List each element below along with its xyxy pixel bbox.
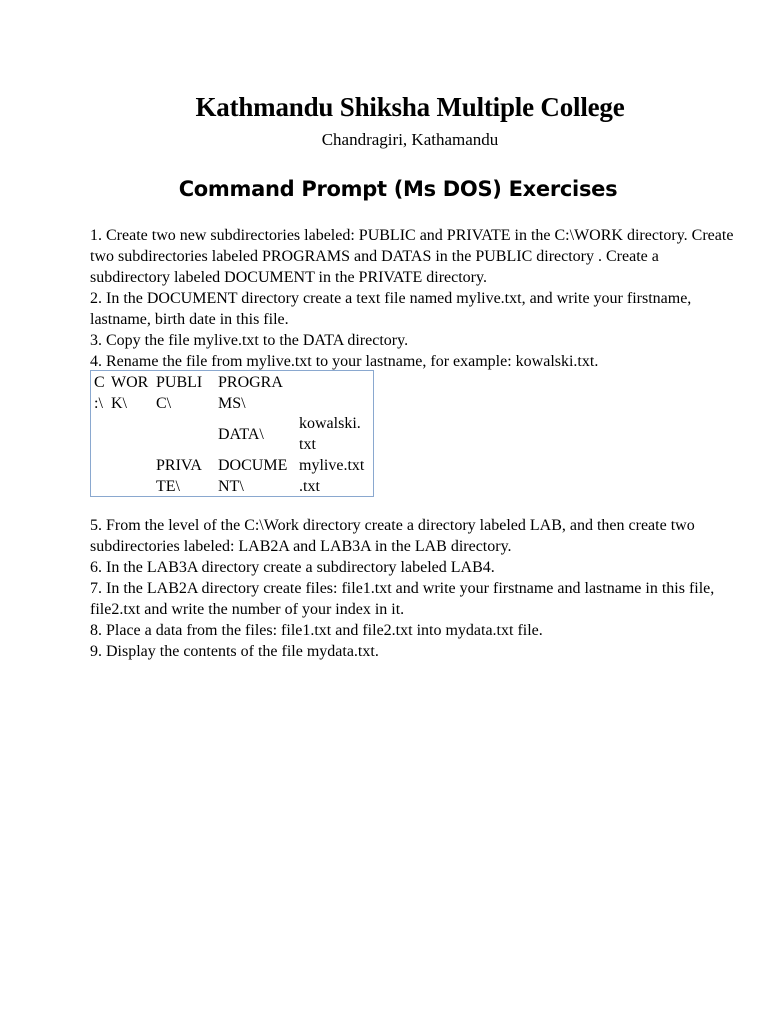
exercise-item: 7. In the LAB2A directory create files: file1.txt and write your firstname and lastname in this file, file2.txt and write the number of your index in it. — [90, 580, 715, 618]
table-cell-programs: PROGRA — [218, 374, 283, 391]
table-cell-kowalski: kowalski. — [299, 415, 361, 432]
table-cell-work: K\ — [111, 395, 127, 412]
exercise-item: 5. From the level of the C:\Work directory create a directory labeled LAB, and then create two subdirectories labeled: LAB2A and LAB3A in the LAB directory. — [90, 517, 695, 555]
exercise-item: 2. In the DOCUMENT directory create a text file named mylive.txt, and write your firstname, lastname, birth date in this file. — [90, 290, 692, 328]
college-location: Chandragiri, Kathamandu — [321, 130, 499, 149]
table-cell-private: TE\ — [156, 478, 180, 495]
table-cell-document: NT\ — [218, 478, 244, 495]
table-cell-public: C\ — [156, 395, 172, 412]
table-cell-mylive: .txt — [299, 478, 320, 495]
exercise-list-part-1 — [90, 225, 740, 372]
exercise-list-part-2 — [90, 515, 740, 662]
table-cell-kowalski: txt — [299, 436, 316, 453]
table-cell-programs: MS\ — [218, 395, 246, 412]
exercise-item: 9. Display the contents of the file mydata.txt. — [90, 643, 379, 660]
table-cell-root: C — [94, 374, 105, 391]
exercise-item: 1. Create two new subdirectories labeled: PUBLIC and PRIVATE in the C:\WORK directory. Create two subdirectories labeled PROGRAMS and DATAS in the PUBLIC directory . Create a subdirectory labeled DOCUMENT in the PRIVATE directory. — [90, 227, 734, 286]
table-cell-data: DATA\ — [218, 426, 264, 443]
table-cell-private: PRIVA — [156, 457, 202, 474]
table-cell-public: PUBLI — [156, 374, 203, 391]
exercise-item: 6. In the LAB3A directory create a subdirectory labeled LAB4. — [90, 559, 495, 576]
table-cell-document: DOCUME — [218, 457, 288, 474]
exercise-item: 4. Rename the file from mylive.txt to your lastname, for example: kowalski.txt. — [90, 353, 599, 370]
directory-tree-table — [90, 370, 374, 497]
table-cell-mylive: mylive.txt — [299, 457, 365, 474]
table-cell-root: :\ — [94, 395, 103, 412]
exercise-item: 3. Copy the file mylive.txt to the DATA directory. — [90, 332, 409, 349]
exercise-title: Command Prompt (Ms DOS) Exercises — [178, 177, 618, 201]
table-cell-work: WOR — [111, 374, 149, 391]
exercise-item: 8. Place a data from the files: file1.txt and file2.txt into mydata.txt file. — [90, 622, 543, 639]
college-name: Kathmandu Shiksha Multiple College — [195, 92, 625, 122]
